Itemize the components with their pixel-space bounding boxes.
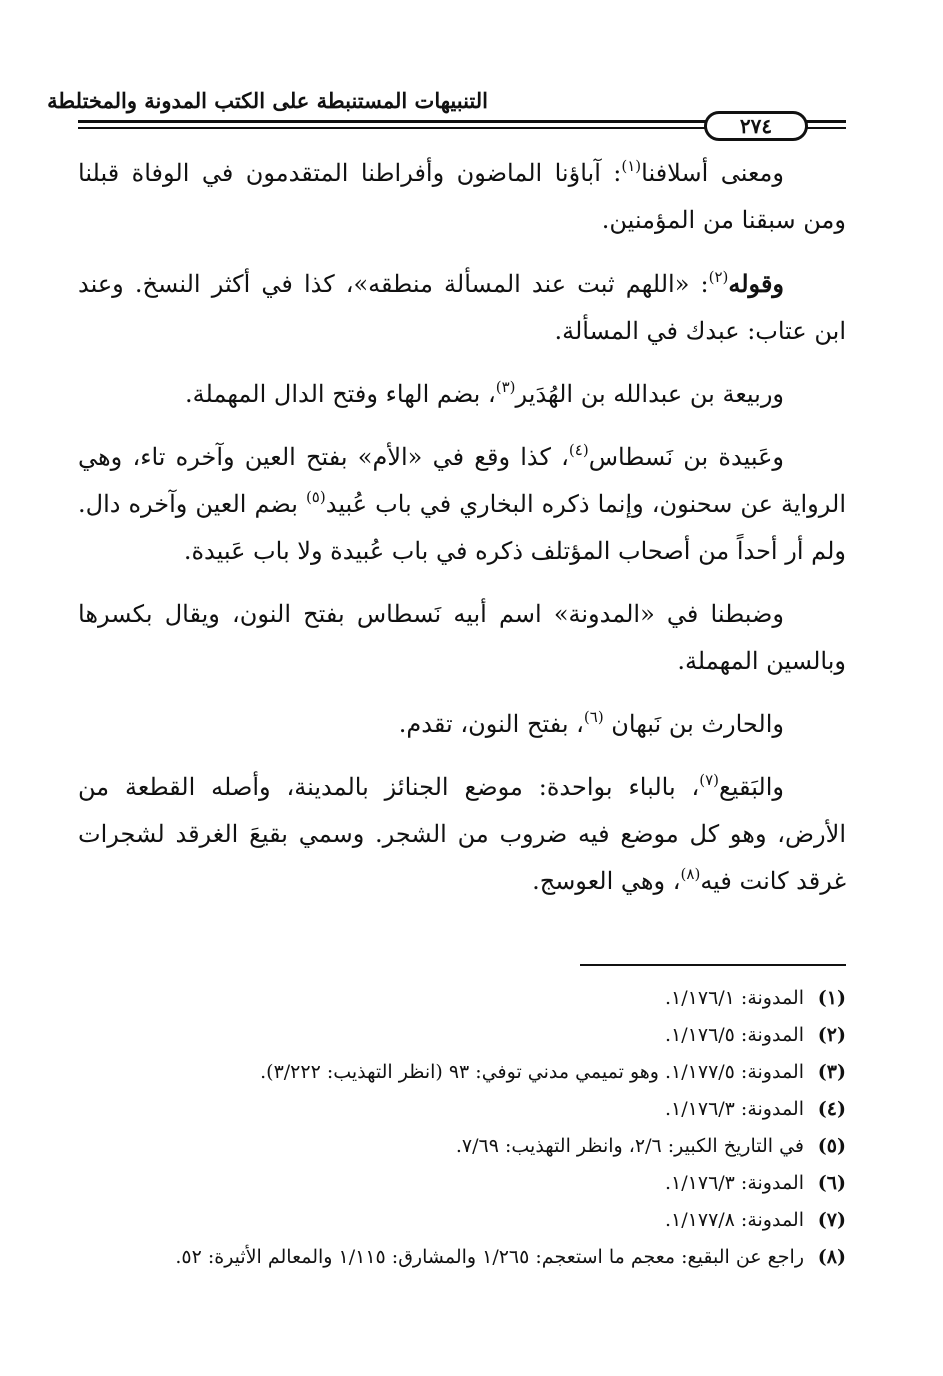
footnotes [80, 980, 846, 1276]
p7-text-a: والبَقيع [719, 773, 784, 801]
page-number-badge: ٢٧٤ [704, 111, 808, 141]
p6-text-a: والحارث بن نَبهان [603, 710, 784, 738]
p7-text-c: ، وهي العوسج. [532, 867, 681, 895]
footnote-text: المدونة: ١/١٧٦/١. [665, 987, 804, 1009]
main-text [78, 150, 846, 921]
footnote-8 [80, 1239, 846, 1276]
footnote-4 [80, 1091, 846, 1128]
footnote-text: المدونة: ١/١٧٦/٣. [665, 1172, 804, 1194]
footnote-text: راجع عن البقيع: معجم ما استعجم: ١/٢٦٥ والمشارق: ١/١١٥ والمعالم الأثيرة: ٥٢. [175, 1246, 804, 1268]
footnote-number: (٣) [817, 1061, 846, 1083]
footnote-ref-1: (١) [621, 157, 642, 175]
footnote-ref-3: (٣) [495, 378, 516, 396]
p1-text-a: ومعنى أسلافنا [641, 159, 784, 187]
header-rule-right-bottom [806, 127, 846, 129]
p3-text-a: وربيعة بن عبدالله بن الهُدَير [515, 380, 784, 408]
paragraph-5 [78, 591, 846, 685]
footnote-ref-2: (٢) [708, 268, 729, 286]
footnote-text: المدونة: ١/١٧٧/٨. [665, 1209, 804, 1231]
footnote-number: (٢) [817, 1024, 846, 1046]
footnote-5 [80, 1128, 846, 1165]
running-header-title: التنبيهات المستنبطة على الكتب المدونة والمختلطة [47, 88, 488, 113]
p7-text-b: ، بالباء بواحدة: موضع الجنائز بالمدينة، وأصله القطعة من الأرض، وهو كل موضع فيه ضروب من الشجر. وسمي بقيعَ الغرقد لشجرات غرقد كانت فيه [78, 773, 846, 895]
footnote-number: (٥) [817, 1135, 846, 1157]
p4-text-b: ، كذا وقع في «الأم» بفتح العين وآخره تاء، وهي الرواية عن سحنون، وإنما ذكره البخاري في باب عُبيد [78, 443, 846, 518]
footnote-1 [80, 980, 846, 1017]
header-rule-bottom [78, 127, 708, 129]
p3-text-b: ، بضم الهاء وفتح الدال المهملة. [185, 380, 496, 408]
footnote-2 [80, 1017, 846, 1054]
footnote-6 [80, 1165, 846, 1202]
footnote-text: المدونة: ١/١٧٦/٥. [665, 1024, 804, 1046]
footnote-7 [80, 1202, 846, 1239]
p6-text-b: ، بفتح النون، تقدم. [398, 710, 584, 738]
footnote-separator [580, 964, 846, 966]
header-rule-right-top [806, 120, 846, 123]
footnote-ref-5: (٥) [305, 488, 326, 506]
footnote-3 [80, 1054, 846, 1091]
footnote-text: في التاريخ الكبير: ٢/٦، وانظر التهذيب: ٧/٦٩. [455, 1135, 804, 1157]
paragraph-1 [78, 150, 846, 244]
footnote-ref-7: (٧) [699, 771, 720, 789]
p5-text: وضبطنا في «المدونة» اسم أبيه نَسطاس بفتح النون، ويقال بكسرها وبالسين المهملة. [78, 600, 846, 675]
header-rule-top [78, 120, 708, 123]
footnote-ref-4: (٤) [568, 441, 589, 459]
p4-text-c: بضم العين وآخره دال. ولم أر أحداً من أصحاب المؤتلف ذكره في باب عُبيدة ولا باب عَبيدة. [78, 490, 846, 565]
paragraph-6 [78, 701, 846, 748]
p1-text-b: : آباؤنا الماضون وأفراطنا المتقدمون في الوفاة قبلنا ومن سبقنا من المؤمنين. [78, 159, 846, 234]
p2-text: : «اللهم ثبت عند المسألة منطقه»، كذا في أكثر النسخ. وعند ابن عتاب: عبدك في المسألة. [78, 270, 846, 345]
paragraph-3 [78, 371, 846, 418]
p4-text-a: وعَبيدة بن نَسطاس [588, 443, 784, 471]
footnote-number: (٤) [817, 1098, 846, 1120]
paragraph-4 [78, 434, 846, 575]
footnote-number: (٦) [817, 1172, 846, 1194]
footnote-ref-6: (٦) [583, 708, 604, 726]
paragraph-2 [78, 260, 846, 355]
footnote-text: المدونة: ١/١٧٦/٣. [665, 1098, 804, 1120]
footnote-number: (٧) [817, 1209, 846, 1231]
paragraph-7 [78, 764, 846, 905]
p2-bold-lead: وقوله [728, 269, 784, 298]
footnote-number: (١) [817, 987, 846, 1009]
footnote-ref-8: (٨) [680, 865, 701, 883]
footnote-number: (٨) [817, 1246, 846, 1268]
footnote-text: المدونة: ١/١٧٧/٥. وهو تميمي مدني توفي: ٩٣ (انظر التهذيب: ٣/٢٢٢). [260, 1061, 804, 1083]
